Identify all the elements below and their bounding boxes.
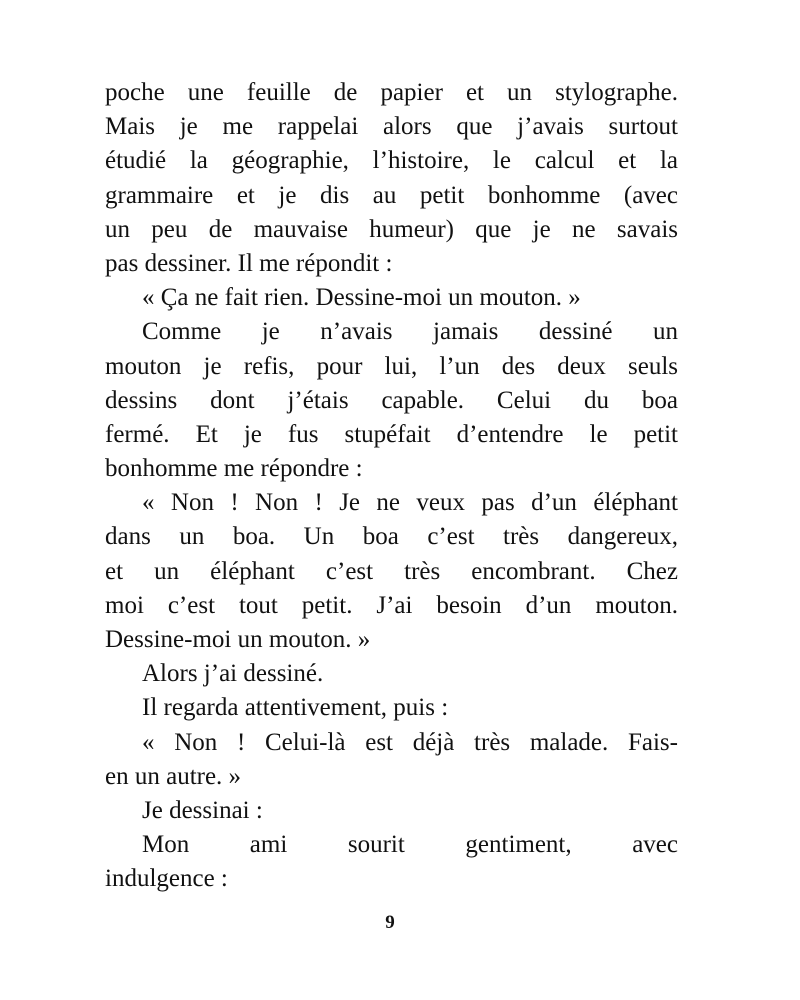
text-line: et un éléphant c’est très encombrant. Chez [105,557,678,585]
text-line: Mon ami sourit gentiment, avec [142,831,678,859]
text-line: « Ça ne fait rien. Dessine-moi un mouton. » [142,284,581,312]
text-line: dans un boa. Un boa c’est très dangereux, [105,523,678,551]
text-line: bonhomme me répondre : [105,455,363,483]
text-line: poche une feuille de papier et un stylographe. [105,79,678,106]
text-line: Je dessinai : [142,796,263,824]
text-line: Mais je me rappelai alors que j’avais surtout [105,113,678,141]
text-line: moi c’est tout petit. J’ai besoin d’un mouton. [105,591,678,619]
text-line: indulgence : [105,865,228,893]
text-line: mouton je refis, pour lui, l’un des deux seuls [105,352,678,380]
text-line: un peu de mauvaise humeur) que je ne savais [105,215,678,243]
text-line: pas dessiner. Il me répondit : [105,249,393,277]
text-line: en un autre. » [105,762,242,790]
text-line: Alors j’ai dessiné. [142,660,324,688]
page-number: 9 [385,912,395,933]
text-line: Comme je n’avais jamais dessiné un [142,318,678,346]
book-page-text [105,76,678,897]
text-line: « Non ! Celui-là est déjà très malade. Fais- [142,728,678,756]
text-line: « Non ! Non ! Je ne veux pas d’un éléphant [142,489,678,517]
text-line: grammaire et je dis au petit bonhomme (avec [105,181,678,209]
text-line: Dessine-moi un mouton. » [105,626,371,653]
text-line: fermé. Et je fus stupéfait d’entendre le petit [105,420,678,448]
text-line: étudié la géographie, l’histoire, le calcul et la [105,147,678,175]
text-line: Il regarda attentivement, puis : [142,694,449,722]
text-line: dessins dont j’étais capable. Celui du boa [105,386,678,414]
